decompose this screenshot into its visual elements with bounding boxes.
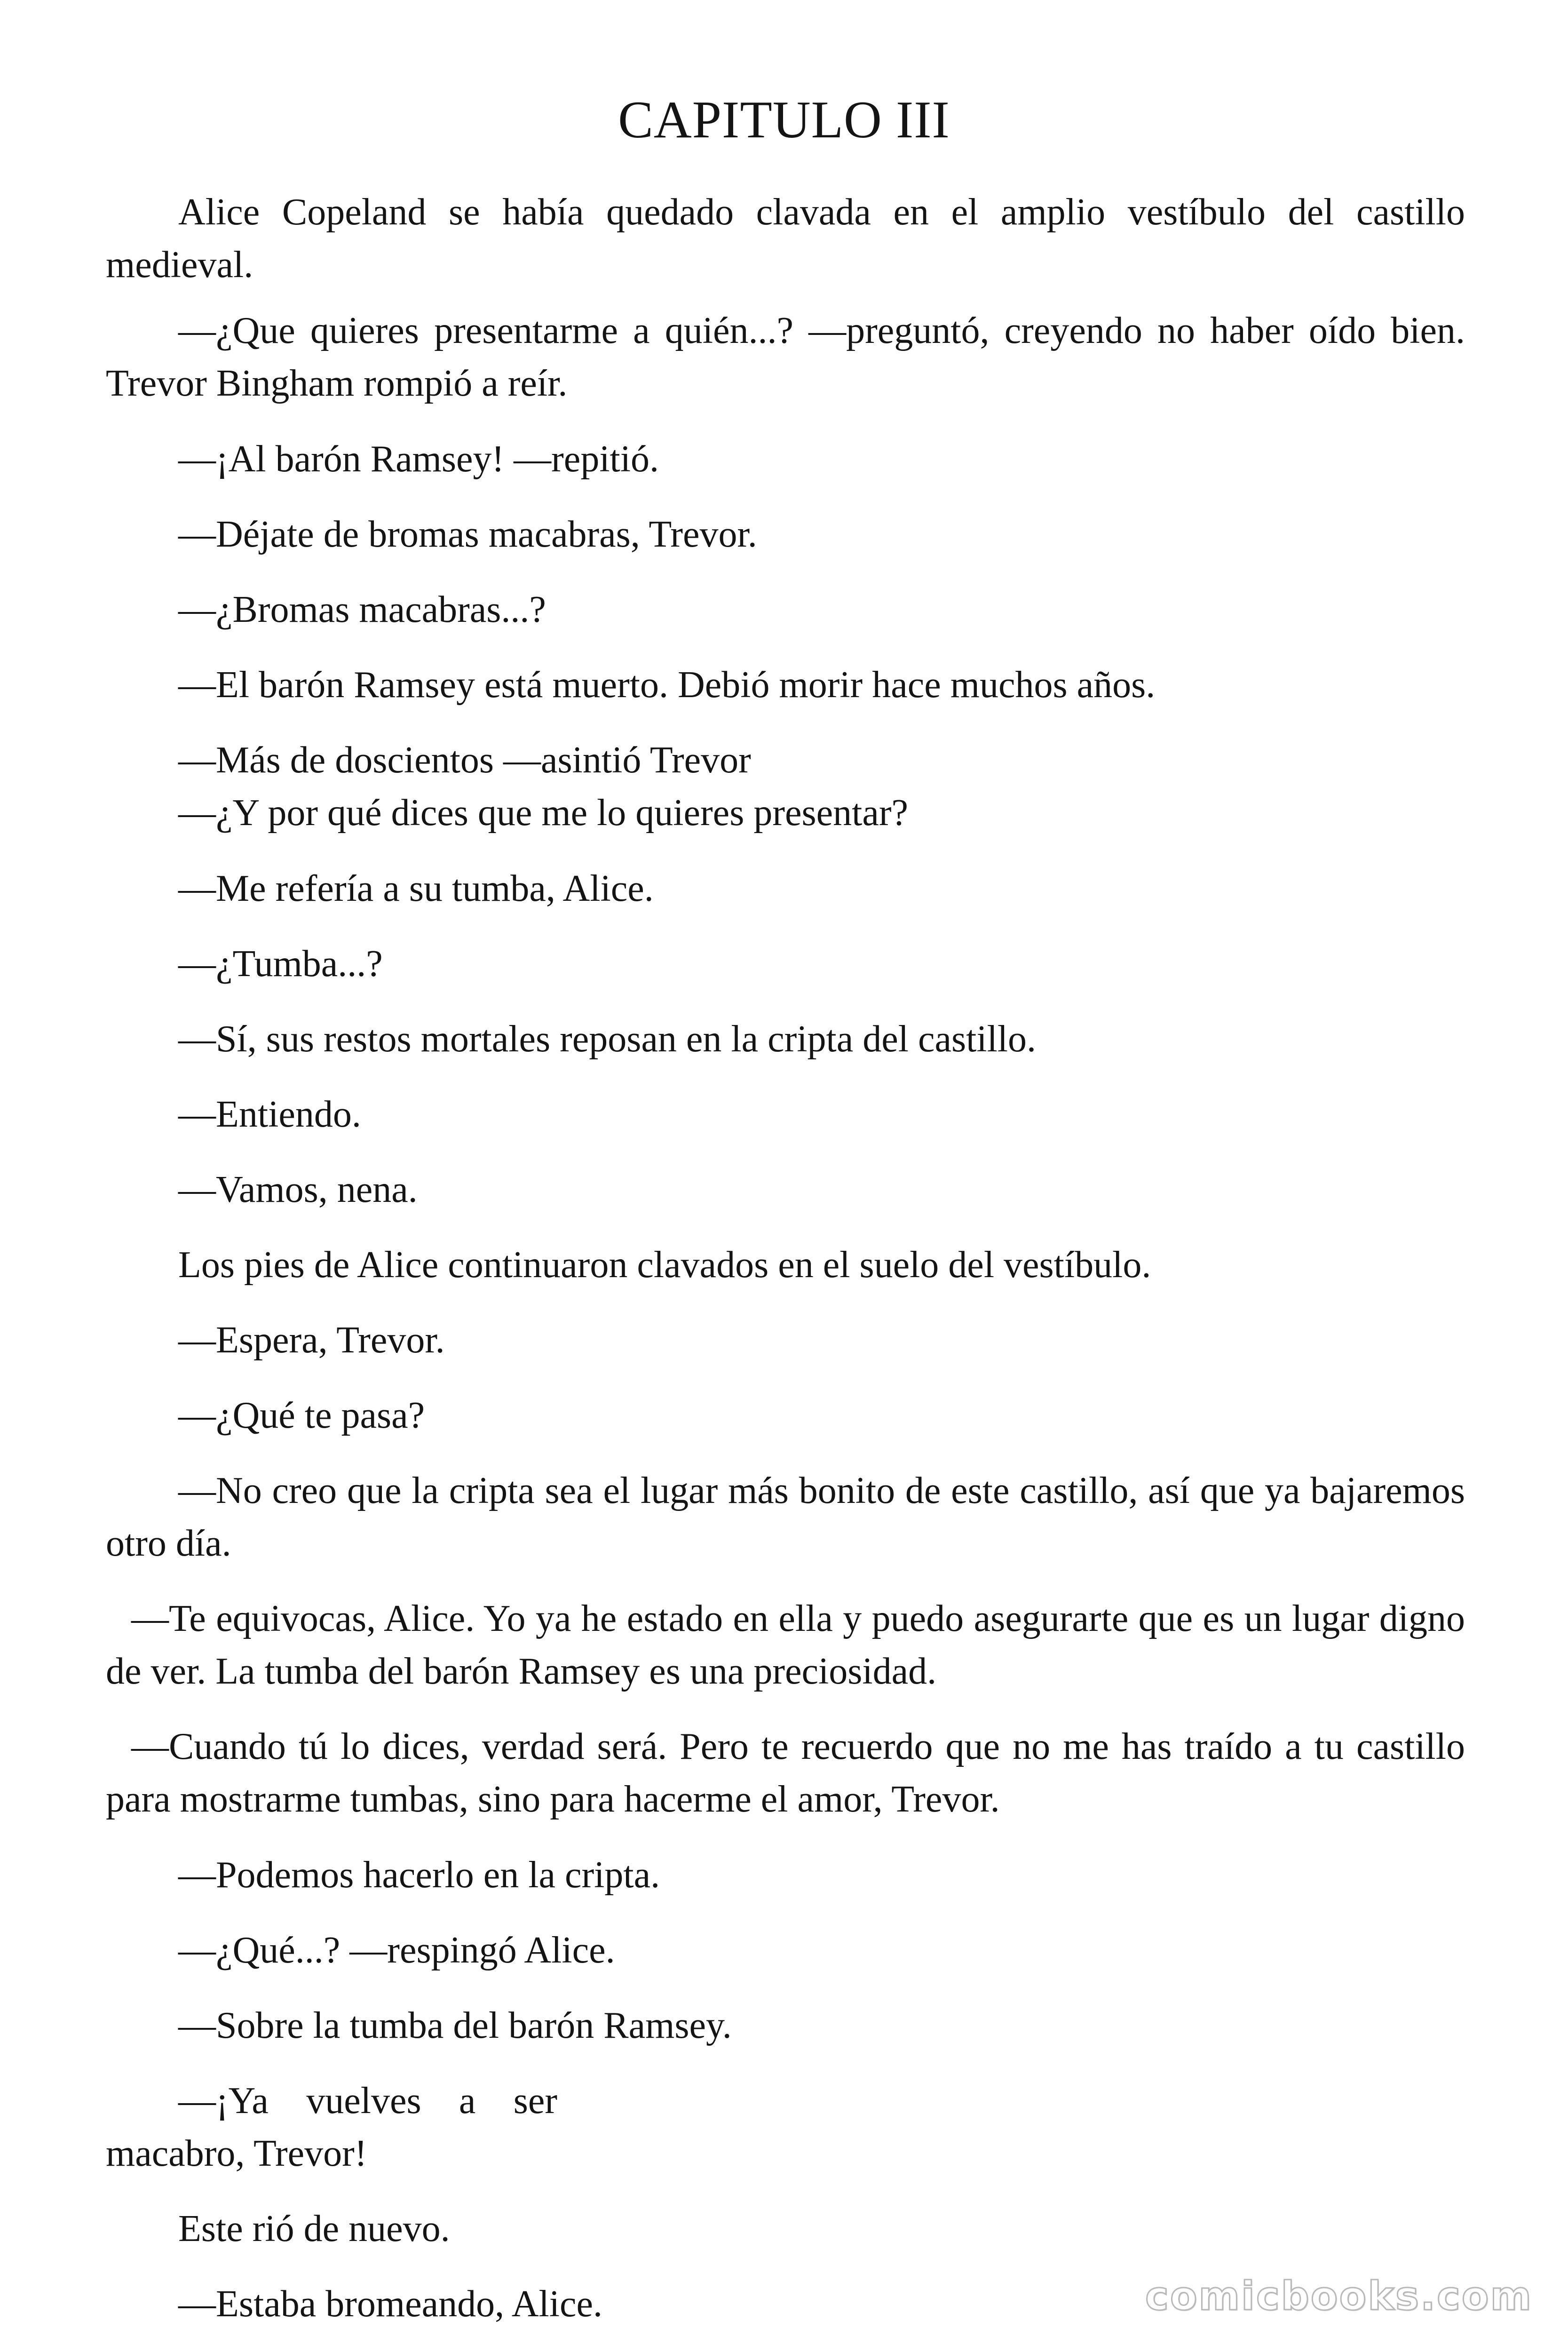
paragraph: —Déjate de bromas macabras, Trevor. [178, 514, 757, 555]
paragraph: —Espera, Trevor. [178, 1319, 445, 1361]
paragraph: —¡Ya vuelves a ser macabro, Trevor! [106, 2080, 557, 2174]
watermark: comicbooks.com [1145, 2273, 1533, 2319]
paragraph: —Vamos, nena. [178, 1169, 418, 1210]
paragraph: —¿Qué te pasa? [178, 1395, 425, 1436]
paragraph: —Sobre la tumba del barón Ramsey. [178, 2005, 732, 2046]
paragraph: —¿Que quieres presentarme a quién...? —preguntó, creyendo no haber oído bien. Trevor Bingham rompió a reír. [106, 310, 1465, 404]
paragraph: —Podemos hacerlo en la cripta. [178, 1854, 660, 1896]
paragraph: —Entiendo. [178, 1094, 361, 1135]
paragraph: —El barón Ramsey está muerto. Debió morir hace muchos años. [178, 664, 1156, 706]
paragraph: —¿Bromas macabras...? [178, 589, 546, 630]
paragraph: —Más de doscientos —asintió Trevor [178, 739, 751, 781]
paragraph: —¡Al barón Ramsey! —repitió. [178, 438, 659, 480]
paragraph: —¿Qué...? —respingó Alice. [178, 1930, 615, 1971]
paragraph: Este rió de nuevo. [178, 2208, 450, 2249]
paragraph: Los pies de Alice continuaron clavados en el suelo del vestíbulo. [178, 1244, 1151, 1286]
paragraph: —No creo que la cripta sea el lugar más bonito de este castillo, así que ya bajaremos otro día. [106, 1470, 1465, 1564]
paragraph: —Te equivocas, Alice. Yo ya he estado en ella y puedo asegurarte que es un lugar digno de ver. La tumba del barón Ramsey es una preciosidad. [106, 1598, 1465, 1692]
paragraph: —Sí, sus restos mortales reposan en la cripta del castillo. [178, 1018, 1037, 1060]
paragraph: —¿Tumba...? [178, 943, 383, 985]
paragraph: —¿Y por qué dices que me lo quieres presentar? [178, 792, 908, 834]
paragraph: Alice Copeland se había quedado clavada en el amplio vestíbulo del castillo medieval. [106, 191, 1465, 286]
chapter-title: CAPITULO III [618, 91, 950, 149]
paragraph: —Estaba bromeando, Alice. [178, 2283, 602, 2325]
paragraph: —Cuando tú lo dices, verdad será. Pero te recuerdo que no me has traído a tu castillo para mostrarme tumbas, sino para hacerme el amor, Trevor. [106, 1726, 1465, 1820]
paragraph: —Me refería a su tumba, Alice. [178, 868, 654, 909]
